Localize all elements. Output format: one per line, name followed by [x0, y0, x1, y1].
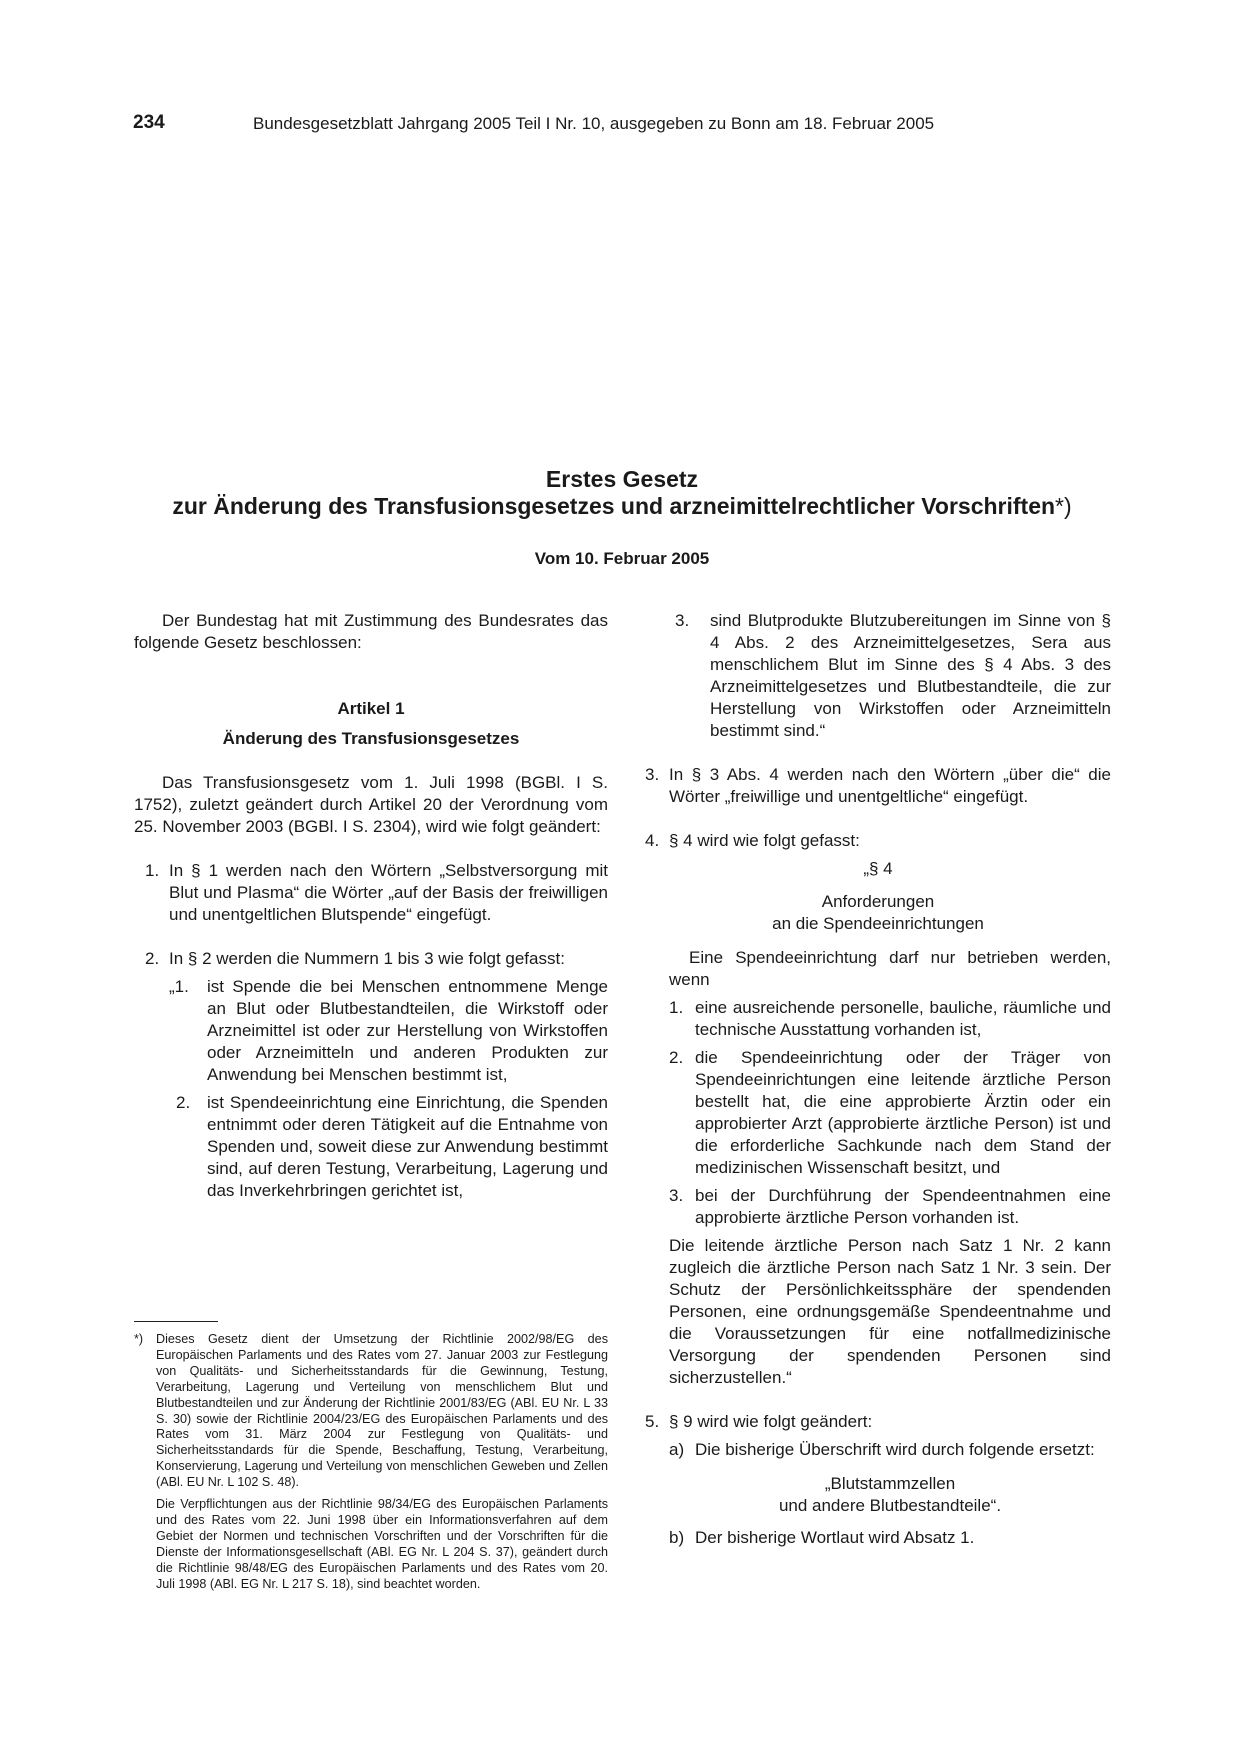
- sub-list-item-number: 2.: [669, 1048, 684, 1067]
- footnote-paragraph: Die Verpflichtungen aus der Richtlinie 98/34/EG des Europäischen Parlaments und des Rates vom 22. Juni 1998 über ein Informationsverfahren auf dem Gebiet der Normen und technischen Vorschriften und der Vorschriften für die Dienste der Informationsgesellschaft (ABl. EG Nr. L 204 S. 37), geändert durch die Richtlinie 98/48/EG des Europäischen Parlaments und des Rates vom 20. Juli 1998 (ABl. EG Nr. L 217 S. 18), sind beachtet worden.: [156, 1497, 608, 1591]
- article-heading: Artikel 1: [337, 699, 405, 718]
- paragraph-intro: [645, 947, 1111, 991]
- list-item: [645, 830, 1111, 852]
- sub-list-item-number: 1.: [669, 998, 684, 1017]
- law-title: Erstes Gesetz: [545, 466, 699, 492]
- list-item-number: 1.: [145, 861, 160, 880]
- list-item-text: § 4 wird wie folgt gefasst:: [669, 831, 860, 850]
- enactment-intro: Der Bundestag hat mit Zustimmung des Bundesrates das folgende Gesetz beschlossen:: [134, 611, 608, 652]
- footnote: [134, 1332, 608, 1593]
- paragraph-sign: „§ 4: [863, 859, 893, 878]
- right-column: [645, 610, 1111, 1549]
- article-intro: Das Transfusionsgesetz vom 1. Juli 1998 (BGBl. I S. 1752), zuletzt geändert durch Artikel 20 der Verordnung vom 25. November 2003 (BGBl. I S. 2304), wird wie folgt geändert:: [134, 773, 608, 836]
- footnote-marker: *): [134, 1332, 144, 1346]
- sub-list-item-text: ist Spendeeinrichtung eine Einrichtung, die Spenden entnimmt oder deren Tätigkeit auf die Entnahme von Spenden und, soweit diese zur Anwendung bestimmt sind, auf deren Testung, Verarbeitung, Lagerung und das Inverkehrbringen gerichtet ist,: [207, 1093, 608, 1200]
- paragraph-intro-text: Eine Spendeeinrichtung darf nur betrieben werden, wenn: [669, 948, 1111, 989]
- sub-list-item: [645, 1527, 1111, 1549]
- sub-list-item: [134, 1092, 608, 1202]
- list-item: [645, 1411, 1111, 1433]
- list-item-text: In § 3 Abs. 4 werden nach den Wörtern „über die“ die Wörter „freiwillige und unentgeltliche“ eingefügt.: [669, 765, 1111, 806]
- list-item-number: 4.: [645, 831, 660, 850]
- paragraph-title: Anforderungen: [821, 892, 935, 911]
- new-heading: „Blutstammzellen: [824, 1474, 956, 1493]
- sub-list-item-number: a): [669, 1440, 685, 1459]
- list-item-text: In § 1 werden nach den Wörtern „Selbstversorgung mit Blut und Plasma“ die Wörter „auf der Basis der freiwilligen und unentgeltlichen Blutspende“ eingefügt.: [169, 861, 608, 924]
- sub-list-item-text: Die bisherige Überschrift wird durch folgende ersetzt:: [695, 1440, 1095, 1459]
- sub-list-item: [645, 997, 1111, 1041]
- paragraph-title: an die Spendeeinrichtungen: [772, 914, 984, 933]
- sub-list-item-number: 2.: [176, 1093, 191, 1112]
- sub-list-item-number: „1.: [169, 977, 189, 996]
- paragraph-closing: Die leitende ärztliche Person nach Satz 1 Nr. 2 kann zugleich die ärztliche Person nach Satz 1 Nr. 3 sein. Der Schutz der Persönlichkeitssphäre der spendenden Personen, eine ordnungsgemäße Spendeentnahme und die Voraussetzungen für eine notfallmedizinische Versorgung der spendenden Personen sind sicherzustellen.“: [669, 1236, 1111, 1387]
- sub-list-item-text: bei der Durchführung der Spendeentnahmen eine approbierte ärztliche Person vorhanden ist.: [695, 1186, 1111, 1227]
- footnote-divider: [134, 1321, 218, 1322]
- list-item: [134, 860, 608, 926]
- sub-list-item-number: b): [669, 1528, 685, 1547]
- sub-list-item-text: eine ausreichende personelle, bauliche, räumliche und technische Ausstattung vorhanden ist,: [695, 998, 1111, 1039]
- law-date: Vom 10. Februar 2005: [534, 549, 710, 568]
- page-number: 234: [133, 112, 165, 133]
- sub-list-item: [134, 976, 608, 1086]
- sub-list-item: [645, 1185, 1111, 1229]
- sub-list-item: [645, 1047, 1111, 1179]
- sub-list-item-text: die Spendeeinrichtung oder der Träger von Spendeeinrichtungen eine leitende ärztliche Person bestellt hat, die eine approbierte Ärztin oder ein approbierter Arzt (approbierte ärztliche Person) ist und die erforderliche Sachkunde nach dem Stand der medizinischen Wissenschaft besitzt, und: [695, 1048, 1111, 1177]
- law-subtitle-text: zur Änderung des Transfusionsgesetzes und arzneimittelrechtlicher Vorschriften: [172, 493, 1056, 519]
- article-subheading: Änderung des Transfusionsgesetzes: [222, 729, 520, 748]
- list-item: [134, 948, 608, 970]
- new-heading: und andere Blutbestandteile“.: [778, 1496, 1002, 1515]
- running-header: Bundesgesetzblatt Jahrgang 2005 Teil I Nr. 10, ausgegeben zu Bonn am 18. Februar 2005: [253, 114, 935, 133]
- list-item: [645, 764, 1111, 808]
- sub-list-item: [645, 610, 1111, 742]
- list-item-number: 5.: [645, 1412, 660, 1431]
- list-item-number: 3.: [645, 765, 660, 784]
- footnote-paragraph: Dieses Gesetz dient der Umsetzung der Richtlinie 2002/98/EG des Europäischen Parlaments und des Rates vom 27. Januar 2003 zur Festlegung von Qualitäts- und Sicherheitsstandards für die Gewinnung, Testung, Verarbeitung, Lagerung und Verteilung von menschlichem Blut und Blutbestandteilen und zur Änderung der Richtlinie 2001/83/EG (ABl. EU Nr. L 33 S. 30) sowie der Richtlinie 2004/23/EG des Europäischen Parlaments und des Rates vom 31. März 2004 zur Festlegung von Qualitäts- und Sicherheitsstandards für die Spende, Beschaffung, Testung, Verarbeitung, Konservierung, Lagerung und Verteilung von menschlichen Geweben und Zellen (ABl. EU Nr. L 102 S. 48).: [156, 1332, 608, 1490]
- list-item-text: § 9 wird wie folgt geändert:: [669, 1412, 873, 1431]
- list-item-text: In § 2 werden die Nummern 1 bis 3 wie folgt gefasst:: [169, 949, 565, 968]
- sub-list-item: [645, 1439, 1111, 1461]
- law-subtitle: [0, 493, 1244, 520]
- footnote-block: [134, 1332, 608, 1593]
- list-item-number: 2.: [145, 949, 160, 968]
- sub-list-item-text: ist Spende die bei Menschen entnommene Menge an Blut oder Blutbestandteilen, die Wirkstoff oder Arzneimittel ist oder zur Herstellung von Wirkstoffen oder Arzneimitteln und anderen Produkten zur Anwendung bei Menschen bestimmt ist,: [207, 977, 608, 1084]
- left-column: [134, 610, 608, 1202]
- sub-list-item-number: 3.: [669, 1186, 684, 1205]
- title-footnote-marker: *): [1055, 493, 1072, 519]
- sub-list-item-text: sind Blutprodukte Blutzubereitungen im Sinne von § 4 Abs. 2 des Arzneimittelgesetzes, Sera aus menschlichem Blut im Sinne des § 4 Abs. 3 des Arzneimittelgesetzes und Blutbestandteile, die zur Herstellung von Wirkstoffen oder Arzneimitteln bestimmt sind.“: [710, 611, 1111, 740]
- sub-list-item-number: 3.: [675, 611, 690, 630]
- sub-list-item-text: Der bisherige Wortlaut wird Absatz 1.: [695, 1528, 975, 1547]
